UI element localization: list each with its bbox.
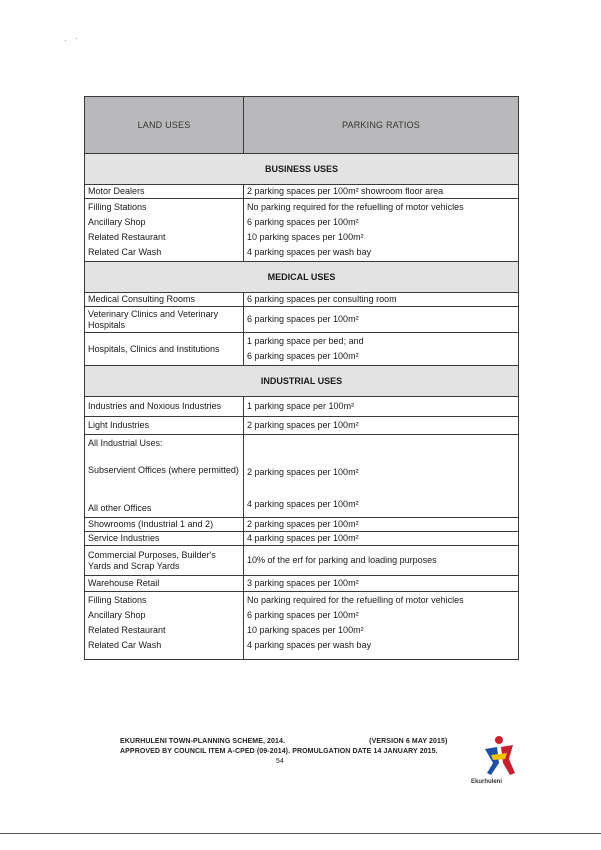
land-use-cell: Warehouse Retail	[85, 576, 244, 592]
parking-ratio-line: 6 parking spaces per 100m²	[247, 351, 359, 361]
scan-speck: ·	[64, 36, 67, 45]
ekurhuleni-logo-icon	[477, 733, 521, 781]
bottom-rule	[0, 833, 601, 834]
table-row	[85, 307, 519, 333]
logo-wordmark: Ekurhuleni	[471, 779, 503, 785]
parking-ratio-line: 10 parking spaces per 100m²	[247, 232, 364, 242]
parking-ratio-line: 4 parking spaces per wash bay	[247, 247, 372, 257]
land-use-cell	[85, 592, 244, 660]
section-title-industrial: INDUSTRIAL USES	[85, 366, 519, 397]
land-use-cell: Motor Dealers	[85, 185, 244, 199]
parking-ratio-cell: 2 parking spaces per 100m²	[244, 518, 519, 532]
parking-ratio-cell	[244, 435, 519, 518]
parking-ratio-line: 4 parking spaces per wash bay	[247, 640, 372, 650]
table-row	[85, 185, 519, 199]
land-use-line: Subservient Offices (where permitted)	[88, 465, 239, 475]
parking-ratios-header: PARKING RATIOS	[244, 97, 519, 154]
table-row	[85, 576, 519, 592]
parking-ratio-line: No parking required for the refuelling of motor vehicles	[247, 202, 464, 212]
table-row	[85, 293, 519, 307]
table-row	[85, 397, 519, 417]
land-use-line: Related Restaurant	[88, 232, 166, 242]
parking-ratio-cell: 10% of the erf for parking and loading purposes	[244, 546, 519, 576]
land-use-cell: Hospitals, Clinics and Institutions	[85, 333, 244, 366]
table-row	[85, 199, 519, 262]
land-use-cell	[85, 435, 244, 518]
scheme-title: EKURHULENI TOWN-PLANNING SCHEME, 2014.	[120, 738, 286, 745]
parking-ratio-line: 6 parking spaces per 100m²	[247, 610, 359, 620]
version-label: (VERSION 6 MAY 2015)	[369, 738, 448, 745]
parking-ratio-cell: 4 parking spaces per 100m²	[244, 532, 519, 546]
section-row	[85, 154, 519, 185]
parking-ratio-line: No parking required for the refuelling of motor vehicles	[247, 595, 464, 605]
parking-ratio-cell	[244, 333, 519, 366]
land-use-line: Ancillary Shop	[88, 217, 146, 227]
land-use-line: Related Car Wash	[88, 640, 162, 650]
section-row	[85, 366, 519, 397]
land-use-line: Related Car Wash	[88, 247, 162, 257]
table-header-row	[85, 97, 519, 154]
section-title-medical: MEDICAL USES	[85, 262, 519, 293]
scan-speck: ·	[75, 34, 78, 43]
table-row	[85, 546, 519, 576]
land-use-line: All other Offices	[88, 503, 152, 513]
page-number: 54	[276, 758, 284, 765]
parking-ratio-cell: 1 parking space per 100m²	[244, 397, 519, 417]
parking-ratio-line: 2 parking spaces per 100m²	[247, 467, 359, 477]
parking-ratio-cell: 2 parking spaces per 100m²	[244, 417, 519, 435]
parking-ratio-cell	[244, 592, 519, 660]
land-use-cell: Commercial Purposes, Builder's Yards and Scrap Yards	[85, 546, 244, 576]
parking-ratio-line: 6 parking spaces per 100m²	[247, 217, 359, 227]
parking-ratio-line: 10 parking spaces per 100m²	[247, 625, 364, 635]
land-use-line: Filling Stations	[88, 202, 147, 212]
parking-ratio-line: 4 parking spaces per 100m²	[247, 499, 359, 509]
footer-line-1	[120, 737, 447, 747]
table-row	[85, 518, 519, 532]
section-title-business: BUSINESS USES	[85, 154, 519, 185]
land-use-cell: Veterinary Clinics and Veterinary Hospitals	[85, 307, 244, 333]
land-use-line: All Industrial Uses:	[88, 438, 163, 448]
land-uses-header: LAND USES	[85, 97, 244, 154]
table-row	[85, 435, 519, 518]
land-use-cell: Medical Consulting Rooms	[85, 293, 244, 307]
land-use-line: Filling Stations	[88, 595, 147, 605]
land-use-cell: Industries and Noxious Industries	[85, 397, 244, 417]
land-use-line: Ancillary Shop	[88, 610, 146, 620]
page-footer	[120, 737, 447, 767]
land-use-cell: Service Industries	[85, 532, 244, 546]
section-row	[85, 262, 519, 293]
parking-ratio-cell: 2 parking spaces per 100m² showroom floor area	[244, 185, 519, 199]
parking-ratio-cell	[244, 199, 519, 262]
land-use-cell: Light Industries	[85, 417, 244, 435]
parking-ratio-cell: 6 parking spaces per consulting room	[244, 293, 519, 307]
parking-ratio-cell: 6 parking spaces per 100m²	[244, 307, 519, 333]
table-row	[85, 417, 519, 435]
land-use-line: Related Restaurant	[88, 625, 166, 635]
table-row	[85, 592, 519, 660]
land-use-cell: Showrooms (Industrial 1 and 2)	[85, 518, 244, 532]
parking-ratio-cell: 3 parking spaces per 100m²	[244, 576, 519, 592]
parking-ratios-table	[84, 96, 519, 660]
table-row	[85, 333, 519, 366]
approval-line: APPROVED BY COUNCIL ITEM A-CPED (09-2014). PROMULGATION DATE 14 JANUARY 2015.	[120, 748, 438, 755]
parking-ratio-line: 1 parking space per bed; and	[247, 336, 364, 346]
land-use-cell	[85, 199, 244, 262]
table-row	[85, 532, 519, 546]
